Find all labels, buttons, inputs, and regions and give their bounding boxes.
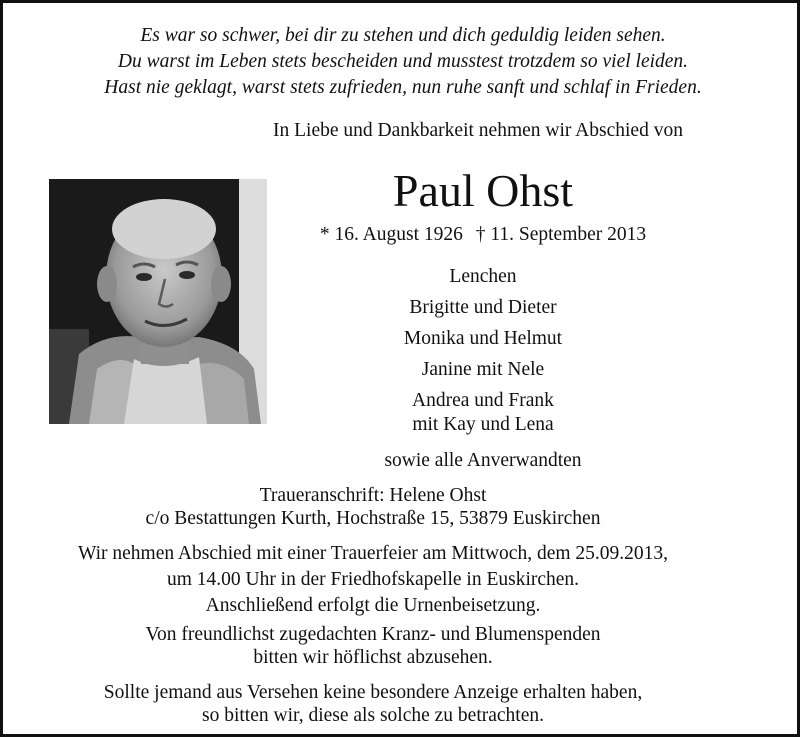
memorial-poem [3,23,800,101]
farewell-intro: In Liebe und Dankbarkeit nehmen wir Abschied von [273,120,683,141]
poem-line: Es war so schwer, bei dir zu stehen und dich geduldig leiden sehen. [140,25,666,46]
ceremony-details [3,541,743,619]
ceremony-line: Wir nehmen Abschied mit einer Trauerfeier am Mittwoch, dem 25.09.2013, [77,543,669,564]
birth-date: * 16. August 1926 [319,224,463,245]
mourner-entry: Janine mit Nele [421,359,545,380]
mourner-entry: Brigitte und Dieter [409,297,557,318]
flowers-line: bitten wir höflichst abzusehen. [253,647,493,668]
closing-line: so bitten wir, diese als solche zu betrachten. [202,705,544,726]
mourner-entry: sowie alle Anverwandten [384,450,582,471]
poem-line: Hast nie geklagt, warst stets zufrieden, nun ruhe sanft und schlaf in Frieden. [104,77,702,98]
ceremony-line: um 14.00 Uhr in der Friedhofskapelle in Euskirchen. [166,569,580,590]
ceremony-line: Anschließend erfolgt die Urnenbeisetzung. [205,595,541,616]
portrait-illustration [49,179,267,424]
mourner-entry: mit Kay und Lena [412,414,554,435]
closing-line: Sollte jemand aus Versehen keine besondere Anzeige erhalten haben, [103,682,643,703]
flowers-line: Von freundlichst zugedachten Kranz- und Blumenspenden [145,624,601,645]
deceased-name: Paul Ohst [392,165,574,216]
life-dates [303,224,663,246]
address-line: Traueranschrift: Helene Ohst [259,485,487,506]
mourning-address [3,484,743,530]
flowers-request [3,623,743,669]
address-line: c/o Bestattungen Kurth, Hochstraße 15, 53879 Euskirchen [145,508,601,529]
mourners-list [333,261,633,476]
mourner-entry: Monika und Helmut [403,328,563,349]
closing-note [3,681,743,727]
mourner-entry: Lenchen [449,266,517,287]
death-date: † 11. September 2013 [475,224,647,245]
mourner-entry: Andrea und Frank [412,390,554,411]
portrait-photo [49,179,267,424]
poem-line: Du warst im Leben stets bescheiden und musstest trotzdem so viel leiden. [117,51,689,72]
